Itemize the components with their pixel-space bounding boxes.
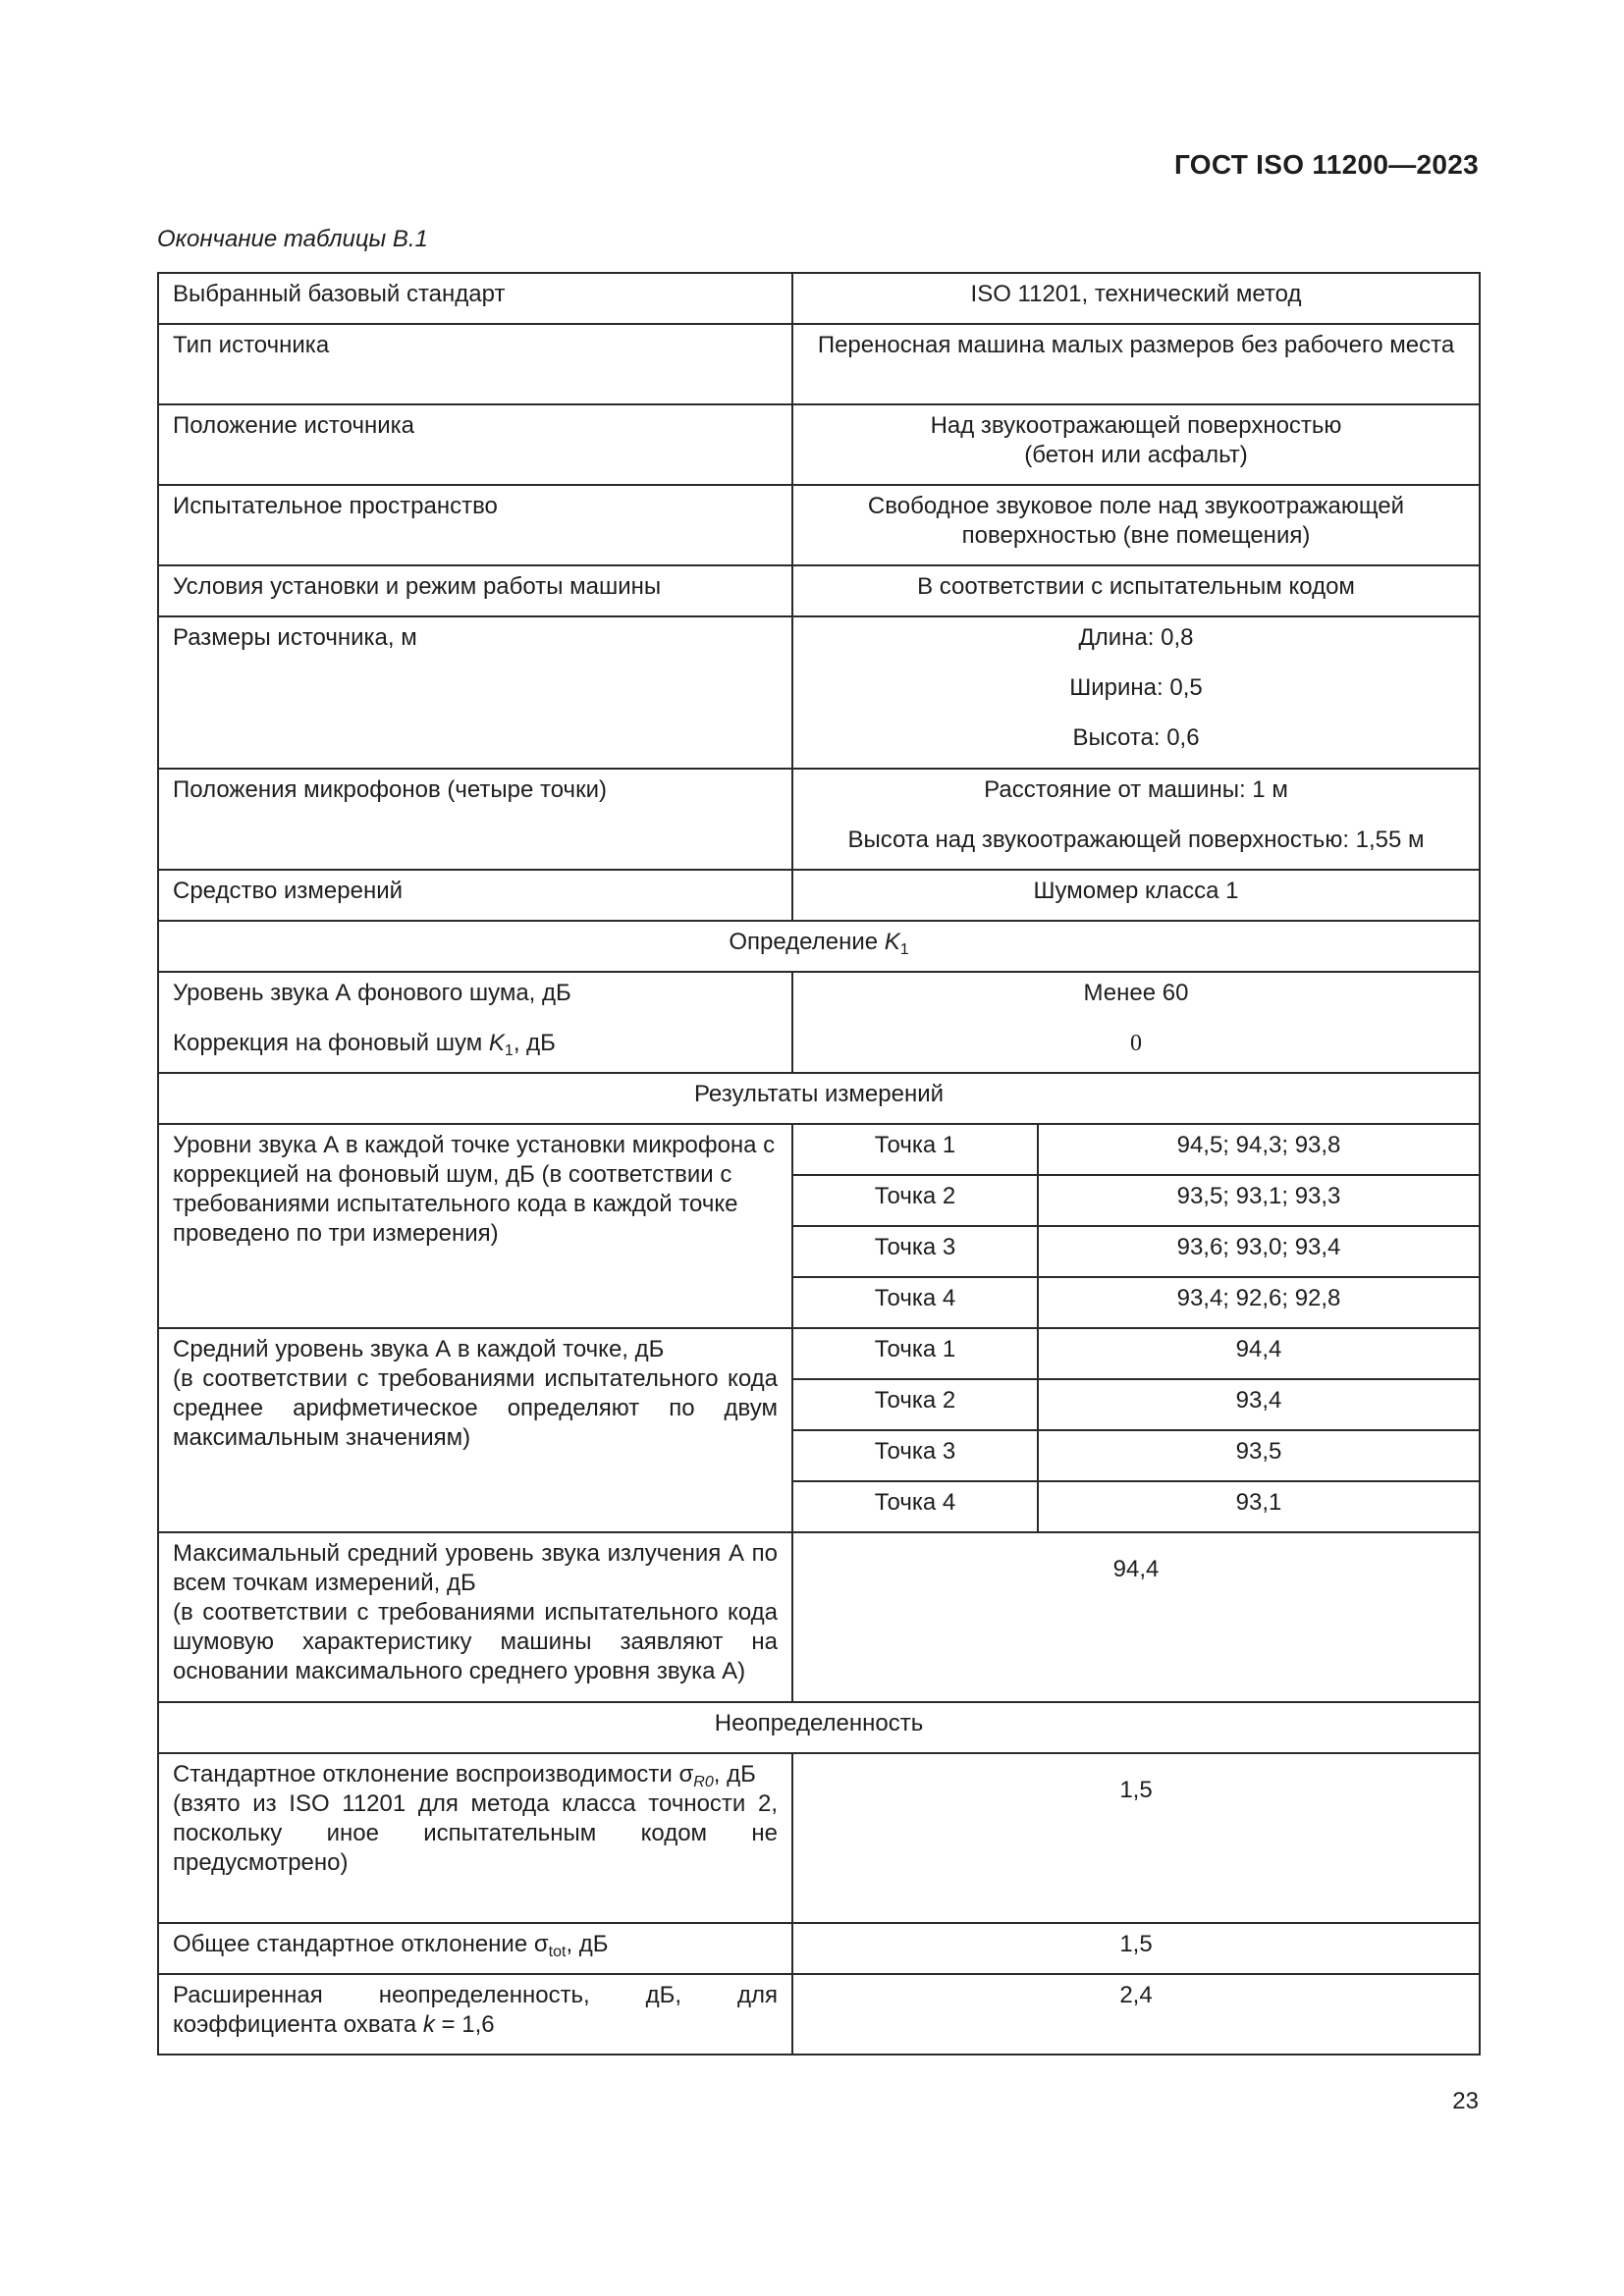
mic-positions-value	[792, 769, 1480, 870]
point-cell: Точка 1	[792, 1328, 1038, 1379]
row-uncertainty-header	[158, 1702, 1480, 1753]
mean-label-line-2: (в соответствии с требованиями испытательного кода среднее арифметическое определяют по двум максимальным значениям)	[173, 1365, 778, 1451]
background-correction-label	[173, 1029, 778, 1058]
point-cell: Точка 4	[792, 1277, 1038, 1328]
background-labels	[158, 972, 792, 1073]
table-caption: Окончание таблицы В.1	[157, 226, 428, 252]
source-length: Длина: 0,8	[1078, 624, 1194, 651]
point-cell: Точка 3	[792, 1430, 1038, 1481]
k1-heading-symbol: K	[884, 929, 900, 955]
k1-heading-prefix: Определение	[729, 929, 885, 955]
k1-section-heading	[158, 921, 1480, 972]
row-total-sd	[158, 1923, 1480, 1974]
coverage-symbol: k	[422, 2011, 435, 2038]
source-height: Высота: 0,6	[1072, 724, 1200, 751]
k1-heading-sub: 1	[899, 941, 909, 958]
levels-cell: 93,6; 93,0; 93,4	[1038, 1226, 1480, 1277]
reproducibility-prefix: Стандартное отклонение воспроизводимости	[173, 1761, 679, 1788]
uncertainty-section-heading: Неопределенность	[158, 1702, 1480, 1753]
total-sd-label	[158, 1923, 792, 1974]
levels-per-point-label: Уровни звука А в каждой точке установки микрофона с коррекцией на фоновый шум, дБ (в соответствии с требованиями испытательного кода в каждой точке проведено по три измерения)	[158, 1124, 792, 1328]
instrument-label: Средство измерений	[158, 870, 792, 921]
specification-table	[157, 272, 1481, 2056]
row-reproducibility	[158, 1753, 1480, 1923]
source-position-line-1: Над звукоотражающей поверхностью	[930, 412, 1342, 439]
source-width: Ширина: 0,5	[1069, 674, 1203, 701]
mic-distance: Расстояние от машины: 1 м	[984, 776, 1288, 803]
correction-symbol: K	[488, 1030, 505, 1056]
source-dimensions-value	[792, 616, 1480, 769]
mean-cell: 93,5	[1038, 1430, 1480, 1481]
mean-cell: 93,1	[1038, 1481, 1480, 1532]
reproducibility-label	[158, 1753, 792, 1923]
total-sd-prefix: Общее стандартное отклонение	[173, 1931, 534, 1957]
source-type-label: Тип источника	[158, 324, 792, 404]
background-values	[792, 972, 1480, 1073]
point-cell: Точка 2	[792, 1379, 1038, 1430]
row-results-header	[158, 1073, 1480, 1124]
mounting-label: Условия установки и режим работы машины	[158, 565, 792, 616]
instrument-value: Шумомер класса 1	[792, 870, 1480, 921]
mean-per-point-label	[158, 1328, 792, 1532]
row-base-standard	[158, 273, 1480, 324]
levels-cell: 94,5; 94,3; 93,8	[1038, 1124, 1480, 1175]
table-row	[158, 1124, 1480, 1175]
max-mean-label	[158, 1532, 792, 1702]
correction-label-suffix: , дБ	[513, 1030, 556, 1056]
point-cell: Точка 2	[792, 1175, 1038, 1226]
levels-cell: 93,5; 93,1; 93,3	[1038, 1175, 1480, 1226]
sigma-symbol: σ	[678, 1761, 694, 1788]
results-section-heading: Результаты измерений	[158, 1073, 1480, 1124]
row-mounting	[158, 565, 1480, 616]
max-mean-value: 94,4	[792, 1532, 1480, 1702]
mean-label-line-1: Средний уровень звука А в каждой точке, дБ	[173, 1336, 665, 1362]
mounting-value: В соответствии с испытательным кодом	[792, 565, 1480, 616]
reproducibility-suffix: , дБ	[713, 1761, 756, 1788]
point-cell: Точка 1	[792, 1124, 1038, 1175]
mean-cell: 93,4	[1038, 1379, 1480, 1430]
row-source-dimensions	[158, 616, 1480, 769]
mic-positions-label: Положения микрофонов (четыре точки)	[158, 769, 792, 870]
test-space-value: Свободное звуковое поле над звукоотражающей поверхностью (вне помещения)	[792, 485, 1480, 565]
expanded-label	[158, 1974, 792, 2055]
document-code: ГОСТ ISO 11200—2023	[1173, 149, 1479, 180]
base-standard-label: Выбранный базовый стандарт	[158, 273, 792, 324]
total-sigma-symbol: σ	[533, 1931, 549, 1957]
mean-cell: 94,4	[1038, 1328, 1480, 1379]
row-source-position	[158, 404, 1480, 485]
row-instrument	[158, 870, 1480, 921]
background-correction-value: 0	[1130, 1031, 1142, 1056]
sigma-r0-sub: R0	[693, 1774, 714, 1790]
source-position-label: Положение источника	[158, 404, 792, 485]
reproducibility-value: 1,5	[792, 1753, 1480, 1923]
expanded-suffix: = 1,6	[434, 2011, 495, 2038]
point-cell: Точка 3	[792, 1226, 1038, 1277]
sigma-tot-sub: tot	[548, 1944, 567, 1960]
base-standard-value: ISO 11201, технический метод	[792, 273, 1480, 324]
correction-sub: 1	[504, 1042, 514, 1059]
row-max-mean	[158, 1532, 1480, 1702]
total-sd-suffix: , дБ	[566, 1931, 609, 1957]
row-source-type	[158, 324, 1480, 404]
background-level-label: Уровень звука А фонового шума, дБ	[173, 980, 571, 1006]
levels-cell: 93,4; 92,6; 92,8	[1038, 1277, 1480, 1328]
total-sd-value: 1,5	[792, 1923, 1480, 1974]
row-test-space	[158, 485, 1480, 565]
row-k1-header	[158, 921, 1480, 972]
page-number: 23	[1452, 2088, 1479, 2114]
point-cell: Точка 4	[792, 1481, 1038, 1532]
expanded-value: 2,4	[792, 1974, 1480, 2055]
source-dimensions-label: Размеры источника, м	[158, 616, 792, 769]
mic-height: Высота над звукоотражающей поверхностью: 1,55 м	[847, 827, 1425, 853]
row-mic-positions	[158, 769, 1480, 870]
table-row	[158, 1328, 1480, 1379]
correction-label-prefix: Коррекция на фоновый шум	[173, 1030, 489, 1056]
source-type-value: Переносная машина малых размеров без рабочего места	[792, 324, 1480, 404]
source-position-value	[792, 404, 1480, 485]
expanded-prefix: Расширенная неопределенность, дБ, для коэффициента охвата	[173, 1982, 778, 2038]
max-mean-label-line-2: (в соответствии с требованиями испытательного кода шумовую характеристику машины заявляют на основании максимального среднего уровня звука А)	[173, 1599, 778, 1684]
source-position-line-2: (бетон или асфальт)	[1024, 442, 1248, 468]
row-background	[158, 972, 1480, 1073]
max-mean-label-line-1: Максимальный средний уровень звука излучения А по всем точкам измерений, дБ	[173, 1540, 778, 1596]
row-expanded	[158, 1974, 1480, 2055]
background-level-value: Менее 60	[1083, 980, 1189, 1006]
reproducibility-label-line-1	[173, 1760, 778, 1789]
reproducibility-label-line-2: (взято из ISO 11201 для метода класса точности 2, поскольку иное испытательным кодом не предусмотрено)	[173, 1790, 778, 1876]
test-space-label: Испытательное пространство	[158, 485, 792, 565]
